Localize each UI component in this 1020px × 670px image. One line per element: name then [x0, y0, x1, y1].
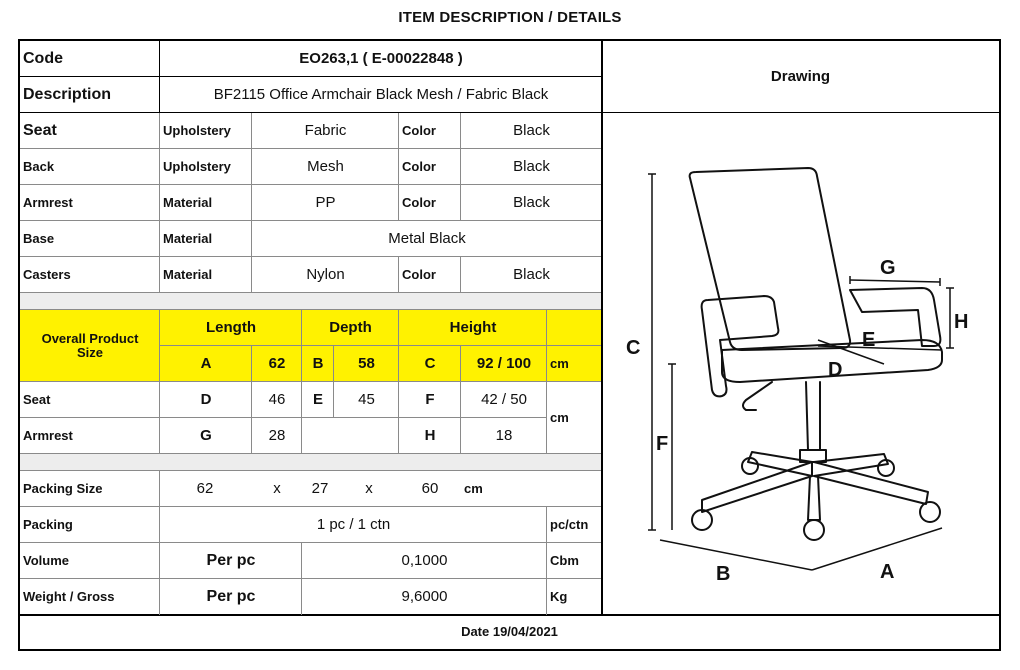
component-value: Metal Black	[388, 229, 466, 247]
component-color: Black	[513, 193, 550, 211]
packing-size-unit: cm	[464, 480, 483, 496]
component-color: Black	[513, 265, 550, 283]
label-e: E	[862, 329, 876, 351]
component-name: Seat	[23, 122, 57, 140]
weight-unit: Kg	[550, 588, 568, 604]
chair-backrest	[690, 168, 851, 350]
chair-gas-lift	[806, 382, 820, 450]
seat-f-code: F	[425, 390, 435, 408]
description-label: Description	[23, 86, 112, 104]
volume-label: Volume	[23, 552, 69, 568]
label-h: H	[954, 311, 969, 333]
packing-value: 1 pc / 1 ctn	[316, 515, 391, 533]
component-attr: Upholstery	[163, 122, 231, 138]
armrest-dims-label: Armrest	[23, 427, 73, 443]
label-d: D	[828, 359, 843, 381]
spacer-row	[20, 293, 602, 310]
label-g: G	[880, 257, 896, 279]
packing-size-times: x	[273, 479, 281, 497]
chair-drawing	[622, 150, 982, 590]
drawing-label: Drawing	[770, 67, 831, 85]
seat-dims-label: Seat	[23, 391, 51, 407]
date-footer: Date 19/04/2021	[461, 623, 558, 639]
dim-line-b	[660, 540, 812, 570]
seat-e-value: 45	[358, 390, 375, 408]
component-color: Black	[513, 121, 550, 139]
armrest-h-code: H	[424, 426, 436, 444]
height-value: 92 / 100	[461, 346, 547, 382]
volume-per: Per pc	[206, 552, 256, 570]
length-code: A	[160, 346, 252, 382]
component-attr: Material	[163, 194, 213, 210]
component-attr: Material	[163, 230, 213, 246]
spacer-row	[20, 454, 602, 471]
component-name: Casters	[23, 266, 71, 282]
description-value: BF2115 Office Armchair Black Mesh / Fabric Black	[213, 85, 549, 103]
chair-caster	[920, 502, 940, 522]
overall-size-label: Overall Product Size	[20, 310, 160, 382]
dim-line-g	[850, 280, 940, 282]
label-a: A	[880, 561, 895, 583]
component-name: Armrest	[23, 194, 73, 210]
seat-e-code: E	[312, 390, 323, 408]
depth-value: 58	[334, 346, 399, 382]
component-attr: Material	[163, 266, 213, 282]
depth-code: B	[302, 346, 334, 382]
packing-size-label: Packing Size	[23, 480, 103, 496]
weight-per: Per pc	[206, 588, 256, 606]
label-c: C	[626, 337, 641, 359]
height-header: Height	[399, 310, 547, 346]
component-name: Back	[23, 158, 55, 174]
seat-d-code: D	[200, 390, 212, 408]
page-title: ITEM DESCRIPTION / DETAILS	[398, 9, 622, 26]
component-value: Nylon	[306, 265, 345, 283]
armrest-h-value: 18	[495, 426, 513, 444]
packing-label: Packing	[23, 516, 73, 532]
seat-f-value: 42 / 50	[481, 390, 527, 408]
packing-size-width: 27	[311, 479, 329, 497]
length-header: Length	[160, 310, 302, 346]
chair-caster	[878, 460, 894, 476]
depth-header: Depth	[302, 310, 399, 346]
component-color-label: Color	[402, 122, 436, 138]
component-color-label: Color	[402, 266, 436, 282]
height-code: C	[399, 346, 461, 382]
size-unit: cm	[547, 346, 602, 382]
dim-line-a	[812, 528, 942, 570]
code-label: Code	[23, 50, 63, 68]
component-name: Base	[23, 230, 55, 246]
component-color: Black	[513, 157, 550, 175]
component-value: Mesh	[307, 157, 344, 175]
unit-header-blank	[547, 310, 602, 346]
packing-unit: pc/ctn	[550, 516, 589, 532]
weight-label: Weight / Gross	[23, 588, 115, 604]
length-value: 62	[252, 346, 302, 382]
weight-value: 9,6000	[401, 587, 448, 605]
label-f: F	[656, 433, 669, 455]
component-color-label: Color	[402, 158, 436, 174]
volume-value: 0,1000	[401, 551, 448, 569]
code-value: EO263,1 ( E-00022848 )	[299, 49, 463, 67]
packing-size-length: 62	[196, 479, 214, 497]
component-value: Fabric	[304, 121, 347, 139]
chair-caster	[804, 520, 824, 540]
armrest-g-code: G	[200, 426, 212, 444]
dims-unit: cm	[550, 409, 569, 425]
component-attr: Upholstery	[163, 158, 231, 174]
armrest-blank	[302, 418, 399, 454]
component-value: PP	[315, 193, 336, 211]
packing-size-height: 60	[421, 479, 439, 497]
packing-size-times: x	[365, 479, 373, 497]
volume-unit: Cbm	[550, 552, 579, 568]
armrest-g-value: 28	[268, 426, 286, 444]
chair-caster	[742, 458, 758, 474]
component-color-label: Color	[402, 194, 436, 210]
label-b: B	[716, 563, 731, 585]
seat-d-value: 46	[268, 390, 286, 408]
